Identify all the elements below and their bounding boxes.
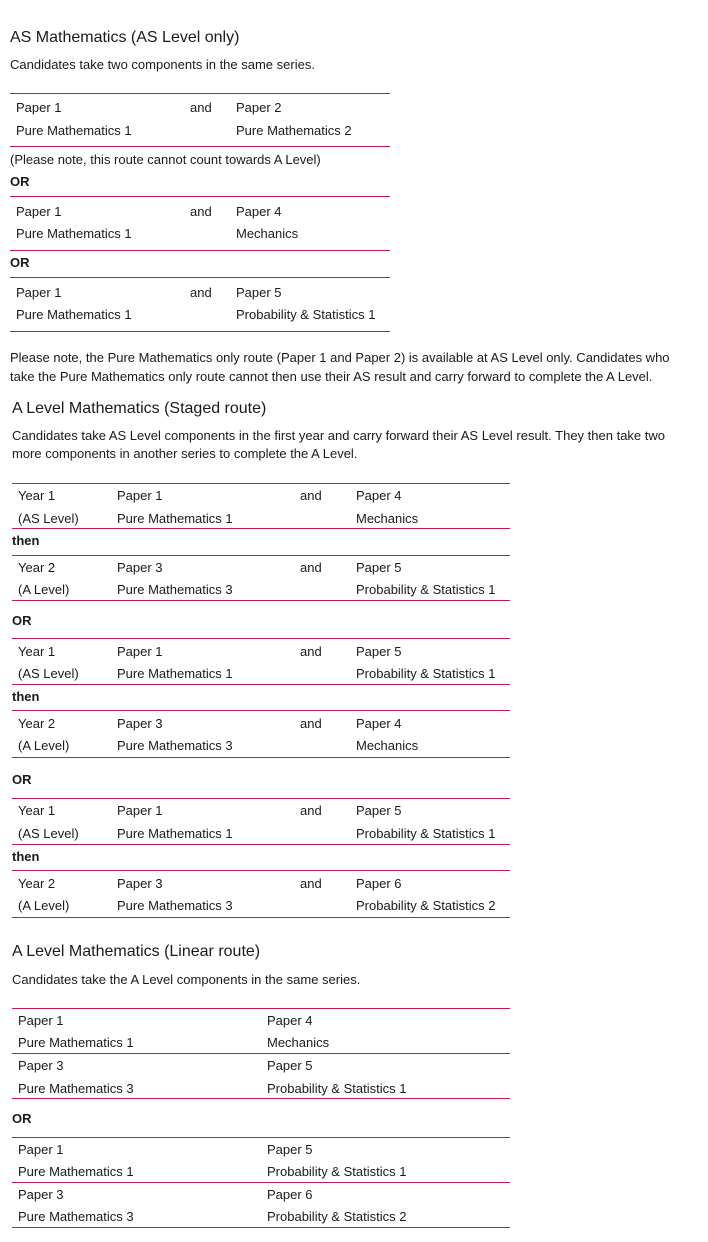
as-route3-right-title: Probability & Statistics 1	[236, 307, 376, 322]
divider	[10, 196, 390, 197]
staged2-y2-title-a: Pure Mathematics 3	[117, 738, 233, 753]
divider	[12, 870, 510, 871]
staged3-year1-level: (AS Level)	[18, 826, 79, 841]
staged3-y1-and: and	[300, 803, 322, 818]
staged2-y1-and: and	[300, 644, 322, 659]
divider	[12, 1008, 510, 1009]
staged3-year2: Year 2	[18, 876, 56, 891]
linear2-r2-right-paper: Paper 6	[267, 1187, 313, 1202]
divider	[12, 684, 510, 685]
staged2-y1-title-a: Pure Mathematics 1	[117, 666, 233, 681]
divider	[12, 1053, 510, 1054]
divider	[12, 710, 510, 711]
as-route3-left-paper: Paper 1	[16, 285, 62, 300]
then-label: then	[12, 849, 40, 864]
linear1-r1-left-title: Pure Mathematics 1	[18, 1035, 134, 1050]
staged-heading: A Level Mathematics (Staged route)	[12, 400, 267, 417]
staged1-y1-paper-a: Paper 1	[117, 488, 163, 503]
staged2-y2-paper-a: Paper 3	[117, 716, 163, 731]
staged3-y2-paper-a: Paper 3	[117, 876, 163, 891]
then-label: then	[12, 689, 40, 704]
staged3-year1: Year 1	[18, 803, 56, 818]
staged1-y1-and: and	[300, 488, 322, 503]
or-label: OR	[12, 613, 32, 628]
staged1-year1-level: (AS Level)	[18, 511, 79, 526]
staged1-y1-title-b: Mechanics	[356, 511, 419, 526]
staged1-year1: Year 1	[18, 488, 56, 503]
staged-intro-line2: more components in another series to complete the A Level.	[12, 446, 358, 461]
then-label: then	[12, 533, 40, 548]
linear-heading: A Level Mathematics (Linear route)	[12, 943, 261, 960]
linear2-r1-left-paper: Paper 1	[18, 1142, 64, 1157]
divider	[12, 844, 510, 845]
as-route2-right-title: Mechanics	[236, 226, 299, 241]
linear2-r2-right-title: Probability & Statistics 2	[267, 1209, 407, 1224]
linear-intro: Candidates take the A Level components in the same series.	[12, 972, 361, 987]
staged2-y1-paper-b: Paper 5	[356, 644, 402, 659]
as-heading: AS Mathematics (AS Level only)	[10, 29, 240, 46]
linear1-r2-left-paper: Paper 3	[18, 1058, 64, 1073]
divider	[12, 757, 510, 758]
linear2-r1-right-paper: Paper 5	[267, 1142, 313, 1157]
staged1-y1-title-a: Pure Mathematics 1	[117, 511, 233, 526]
divider	[12, 1098, 510, 1099]
staged3-y1-title-b: Probability & Statistics 1	[356, 826, 496, 841]
staged1-y2-paper-a: Paper 3	[117, 560, 163, 575]
staged1-y2-and: and	[300, 560, 322, 575]
divider	[10, 93, 390, 94]
as-route3-right-paper: Paper 5	[236, 285, 282, 300]
linear2-r1-left-title: Pure Mathematics 1	[18, 1164, 134, 1179]
staged3-y2-title-b: Probability & Statistics 2	[356, 898, 496, 913]
divider	[10, 146, 390, 147]
staged1-y2-title-b: Probability & Statistics 1	[356, 582, 496, 597]
as-note-line2: take the Pure Mathematics only route cannot then use their AS result and carry forward to complete the A Level.	[10, 369, 653, 384]
divider	[12, 600, 510, 601]
linear2-r2-left-paper: Paper 3	[18, 1187, 64, 1202]
staged1-year2-level: (A Level)	[18, 582, 70, 597]
staged2-year2-level: (A Level)	[18, 738, 70, 753]
staged3-year2-level: (A Level)	[18, 898, 70, 913]
as-intro: Candidates take two components in the same series.	[10, 57, 315, 72]
linear1-r2-right-title: Probability & Statistics 1	[267, 1081, 407, 1096]
as-route2-and: and	[190, 204, 212, 219]
as-route3-and: and	[190, 285, 212, 300]
as-route1-left-paper: Paper 1	[16, 100, 62, 115]
staged2-y2-and: and	[300, 716, 322, 731]
staged1-year2: Year 2	[18, 560, 56, 575]
divider	[10, 331, 390, 332]
as-route1-right-paper: Paper 2	[236, 100, 282, 115]
linear2-r1-right-title: Probability & Statistics 1	[267, 1164, 407, 1179]
divider	[12, 638, 510, 639]
staged3-y1-title-a: Pure Mathematics 1	[117, 826, 233, 841]
divider	[10, 250, 390, 251]
as-route2-right-paper: Paper 4	[236, 204, 282, 219]
linear2-r2-left-title: Pure Mathematics 3	[18, 1209, 134, 1224]
divider	[12, 483, 510, 484]
staged3-y2-and: and	[300, 876, 322, 891]
linear1-r2-left-title: Pure Mathematics 3	[18, 1081, 134, 1096]
linear1-r1-right-paper: Paper 4	[267, 1013, 313, 1028]
divider	[10, 277, 390, 278]
staged1-y1-paper-b: Paper 4	[356, 488, 402, 503]
linear1-r1-right-title: Mechanics	[267, 1035, 330, 1050]
divider	[12, 555, 510, 556]
staged1-y2-title-a: Pure Mathematics 3	[117, 582, 233, 597]
staged-intro-line1: Candidates take AS Level components in the first year and carry forward their AS Level result. They then take two	[12, 428, 665, 443]
or-label: OR	[12, 1111, 32, 1126]
divider	[12, 528, 510, 529]
staged2-y2-title-b: Mechanics	[356, 738, 419, 753]
divider	[12, 1227, 510, 1228]
as-route1-right-title: Pure Mathematics 2	[236, 123, 352, 138]
as-route1-and: and	[190, 100, 212, 115]
staged3-y1-paper-b: Paper 5	[356, 803, 402, 818]
linear1-r2-right-paper: Paper 5	[267, 1058, 313, 1073]
staged3-y2-title-a: Pure Mathematics 3	[117, 898, 233, 913]
staged2-year2: Year 2	[18, 716, 56, 731]
as-route3-left-title: Pure Mathematics 1	[16, 307, 132, 322]
staged2-year1: Year 1	[18, 644, 56, 659]
or-label: OR	[10, 174, 30, 189]
or-label: OR	[10, 255, 30, 270]
staged2-y1-title-b: Probability & Statistics 1	[356, 666, 496, 681]
as-route2-left-title: Pure Mathematics 1	[16, 226, 132, 241]
as-route-note: (Please note, this route cannot count towards A Level)	[10, 152, 321, 167]
or-label: OR	[12, 772, 32, 787]
as-route2-left-paper: Paper 1	[16, 204, 62, 219]
as-note-line1: Please note, the Pure Mathematics only route (Paper 1 and Paper 2) is available at AS Level only. Candidates who	[10, 350, 670, 365]
divider	[12, 917, 510, 918]
staged2-year1-level: (AS Level)	[18, 666, 79, 681]
staged2-y1-paper-a: Paper 1	[117, 644, 163, 659]
staged3-y1-paper-a: Paper 1	[117, 803, 163, 818]
divider	[12, 1182, 510, 1183]
linear1-r1-left-paper: Paper 1	[18, 1013, 64, 1028]
divider	[12, 798, 510, 799]
staged2-y2-paper-b: Paper 4	[356, 716, 402, 731]
divider	[12, 1137, 510, 1138]
as-route1-left-title: Pure Mathematics 1	[16, 123, 132, 138]
staged1-y2-paper-b: Paper 5	[356, 560, 402, 575]
staged3-y2-paper-b: Paper 6	[356, 876, 402, 891]
